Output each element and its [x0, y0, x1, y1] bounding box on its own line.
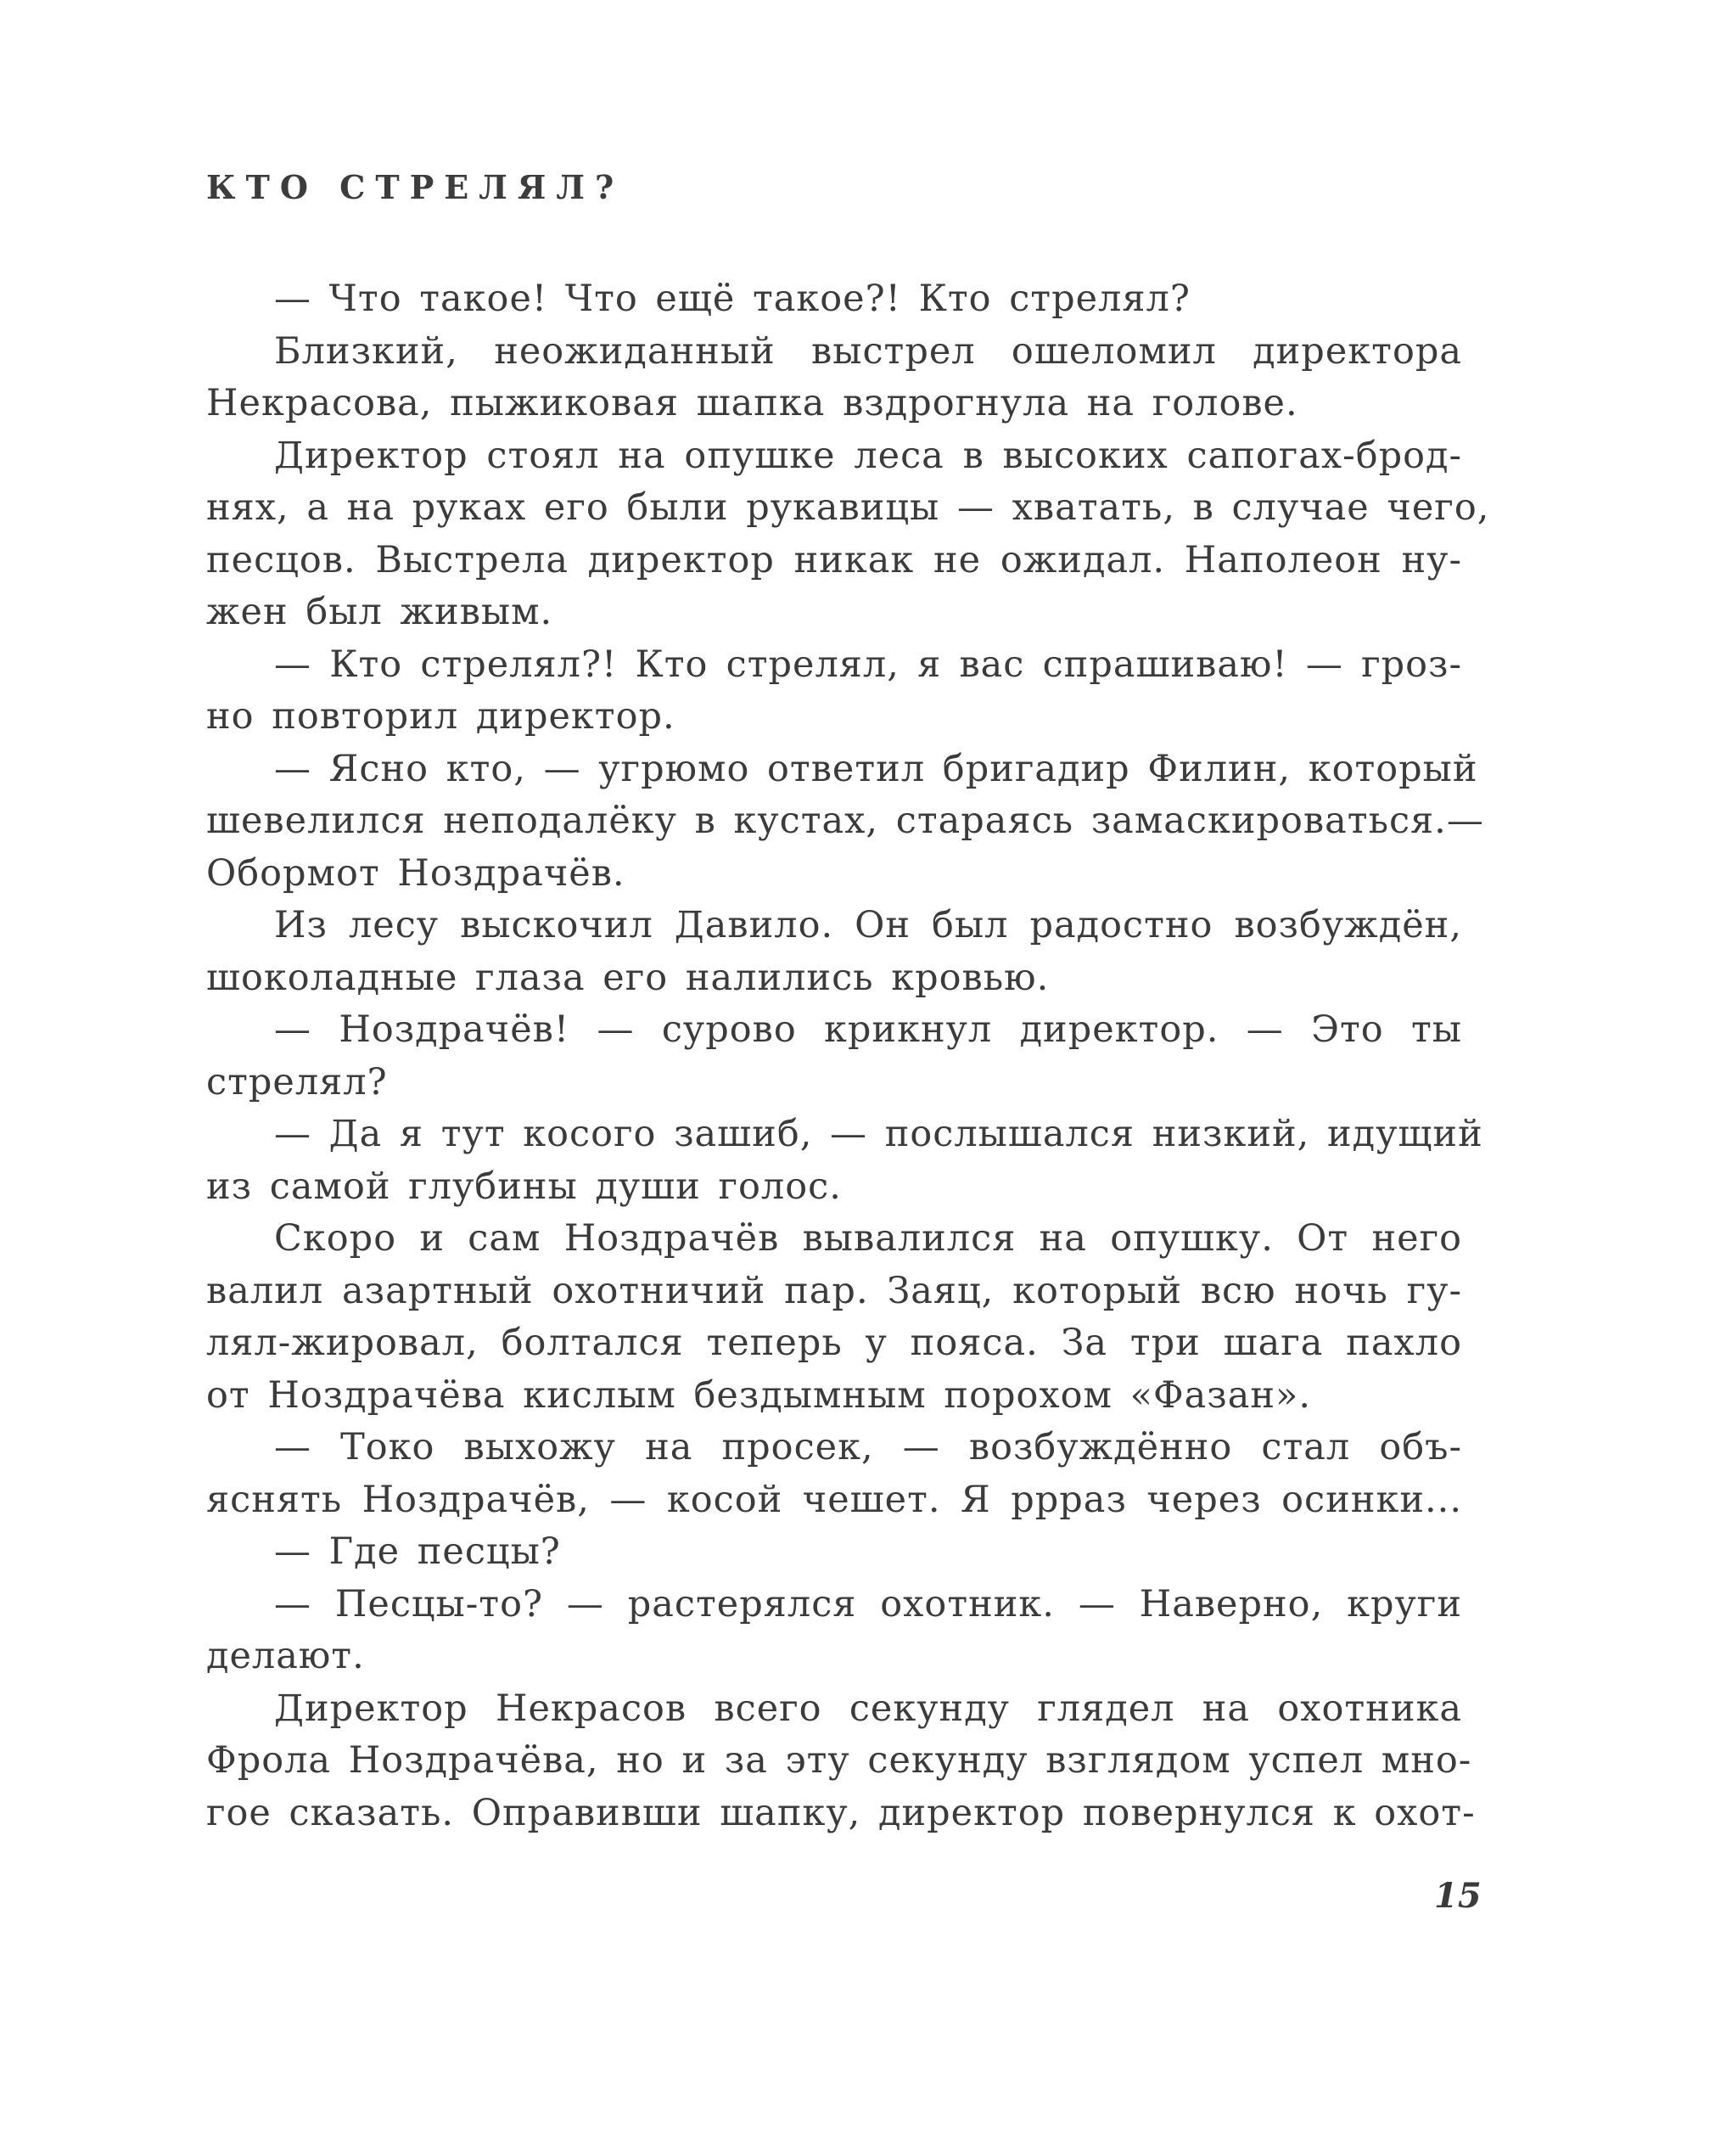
text-line: нях, а на руках его были рукавицы — хватать, в случае чего,: [206, 486, 1490, 529]
text-line: делают.: [206, 1635, 365, 1677]
text-line: шевелился неподалёку в кустах, стараясь замаскироваться.—: [206, 800, 1484, 842]
text-line: — Что такое! Что ещё такое?! Кто стрелял?: [274, 278, 1191, 320]
text-line: Из лесу выскочил Давило. Он был радостно возбуждён,: [274, 904, 1462, 946]
text-line: но повторил директор.: [206, 695, 675, 738]
text-line: стрелял?: [206, 1060, 388, 1103]
text-line: Директор Некрасов всего секунду глядел на охотника: [274, 1687, 1462, 1730]
text-line: валил азартный охотничий пар. Заяц, который всю ночь гу-: [206, 1269, 1462, 1312]
text-line: Некрасова, пыжиковая шапка вздрогнула на голове.: [206, 382, 1298, 424]
text-line: Скоро и сам Ноздрачёв вывалился на опушку. От него: [274, 1217, 1462, 1260]
text-line: шоколадные глаза его налились кровью.: [206, 956, 1050, 999]
text-line: Обормот Ноздрачёв.: [206, 851, 625, 895]
text-line: жен был живым.: [206, 591, 553, 633]
text-line: яснять Ноздрачёв, — косой чешет. Я ррраз через осинки...: [206, 1478, 1462, 1521]
text-line: — Токо выхожу на просек, — возбуждённо стал объ-: [274, 1426, 1462, 1468]
text-line: Близкий, неожиданный выстрел ошеломил директора: [274, 329, 1462, 373]
text-line: Фрола Ноздрачёва, но и за эту секунду взглядом успел мно-: [206, 1739, 1472, 1782]
text-line: гое сказать. Оправивши шапку, директор повернулся к охот-: [206, 1791, 1476, 1834]
text-line: — Ясно кто, — угрюмо ответил бригадир Филин, который: [274, 747, 1478, 790]
page-number: 15: [1434, 1876, 1482, 1916]
text-line: Директор стоял на опушке леса в высоких сапогах-брод-: [274, 434, 1462, 477]
text-line: из самой глубины души голос.: [206, 1165, 842, 1208]
text-line: — Песцы-то? — растерялся охотник. — Наверно, круги: [274, 1582, 1462, 1625]
text-line: лял-жировал, болтался теперь у пояса. За три шага пахло: [206, 1322, 1462, 1364]
text-line: песцов. Выстрела директор никак не ожидал. Наполеон ну-: [206, 538, 1462, 581]
text-line: — Где песцы?: [274, 1530, 561, 1573]
text-line: — Ноздрачёв! — сурово крикнул директор. — Это ты: [274, 1008, 1462, 1051]
text-line: от Ноздрачёва кислым бездымным порохом «Фазан».: [206, 1373, 1311, 1417]
text-line: — Да я тут косого зашиб, — послышался низкий, идущий: [274, 1113, 1483, 1155]
body-text: [206, 273, 1490, 1839]
text-line: — Кто стрелял?! Кто стрелял, я вас спрашиваю! — гроз-: [274, 643, 1462, 686]
chapter-heading: КТО СТРЕЛЯЛ?: [206, 168, 625, 206]
